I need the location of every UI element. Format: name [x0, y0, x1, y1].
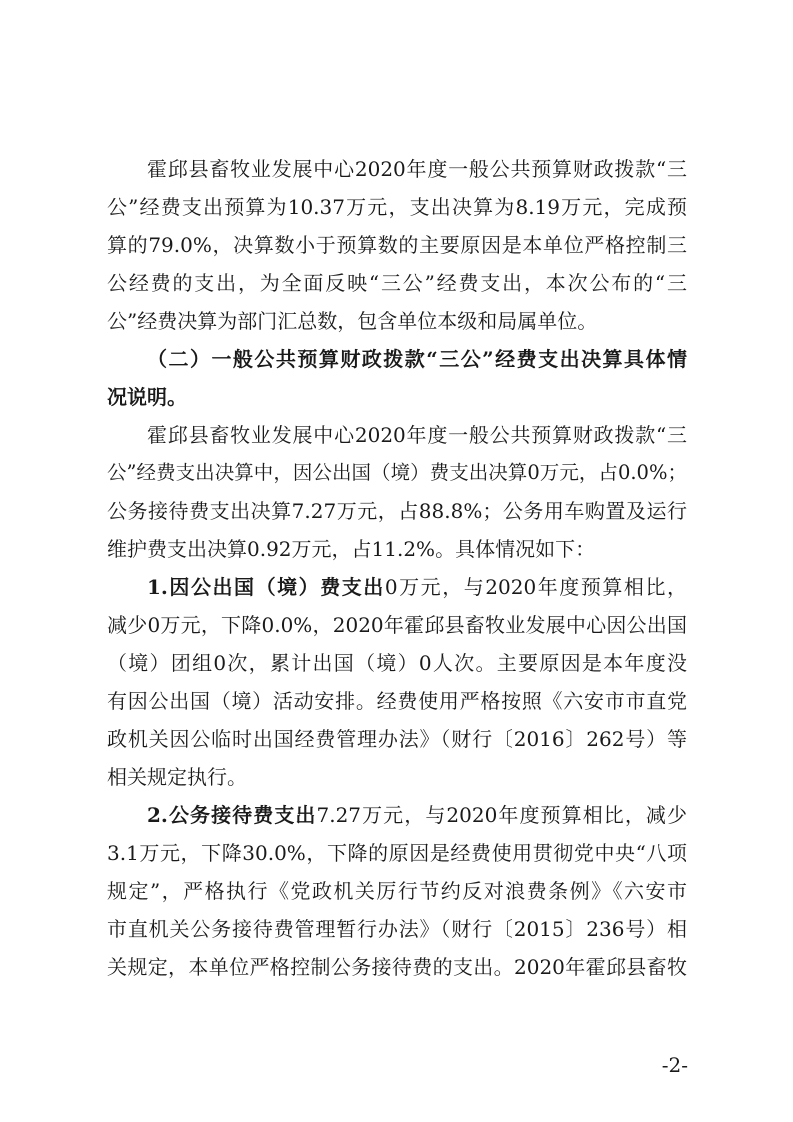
paragraph1-line-4: 公经费的支出，为全面反映“三公”经费支出，本次公布的“三	[107, 271, 687, 295]
paragraph2-line-3: 公务接待费支出决算7.27万元，占88.8%；公务用车购置及运行	[107, 499, 687, 523]
item2-first-line	[147, 803, 687, 827]
item2-lead: 2.公务接待费支出	[147, 803, 317, 827]
paragraph2-line-1: 霍邱县畜牧业发展中心2020年度一般公共预算财政拨款“三	[147, 423, 687, 447]
item1-line-5: 政机关因公临时出国经费管理办法》（财行〔2016〕262号）等	[107, 727, 687, 751]
item1-lead: 1.因公出国（境）费支出	[147, 575, 385, 599]
page-number: -2-	[661, 1053, 688, 1077]
item2-line-3: 规定”，严格执行《党政机关厉行节约反对浪费条例》《六安市	[107, 879, 687, 903]
item2-line-5: 关规定，本单位严格控制公务接待费的支出。2020年霍邱县畜牧	[107, 955, 687, 979]
paragraph2-line-2: 公”经费支出决算中，因公出国（境）费支出决算0万元，占0.0%；	[107, 461, 687, 484]
item1-first-line	[147, 575, 687, 599]
item2-line-4: 市直机关公务接待费管理暂行办法》（财行〔2015〕236号）相	[107, 917, 687, 941]
paragraph1-line-5: 公”经费决算为部门汇总数，包含单位本级和局属单位。	[107, 309, 598, 333]
item1-line-2: 减少0万元，下降0.0%，2020年霍邱县畜牧业发展中心因公出国	[107, 613, 687, 637]
section-heading-line-1: （二）一般公共预算财政拨款“三公”经费支出决算具体情	[147, 347, 687, 371]
paragraph2-line-4: 维护费支出决算0.92万元，占11.2%。具体情况如下：	[107, 537, 596, 561]
item1-first-rest: 0万元，与2020年度预算相比，	[384, 575, 687, 599]
item2-first-rest: 7.27万元，与2020年度预算相比，减少	[316, 803, 687, 827]
paragraph1-line-2: 公”经费支出预算为10.37万元，支出决算为8.19万元，完成预	[107, 195, 687, 219]
item1-line-3: （境）团组0次，累计出国（境）0人次。主要原因是本年度没	[107, 651, 687, 675]
item1-line-4: 有因公出国（境）活动安排。经费使用严格按照《六安市市直党	[107, 689, 687, 713]
section-heading-line-2: 况说明。	[107, 385, 187, 409]
item1-line-6: 相关规定执行。	[107, 765, 247, 789]
paragraph1-line-3: 算的79.0%，决算数小于预算数的主要原因是本单位严格控制三	[107, 233, 687, 257]
item2-line-2: 3.1万元，下降30.0%，下降的原因是经费使用贯彻党中央“八项	[107, 841, 687, 865]
paragraph1-line-1: 霍邱县畜牧业发展中心2020年度一般公共预算财政拨款“三	[147, 157, 687, 181]
